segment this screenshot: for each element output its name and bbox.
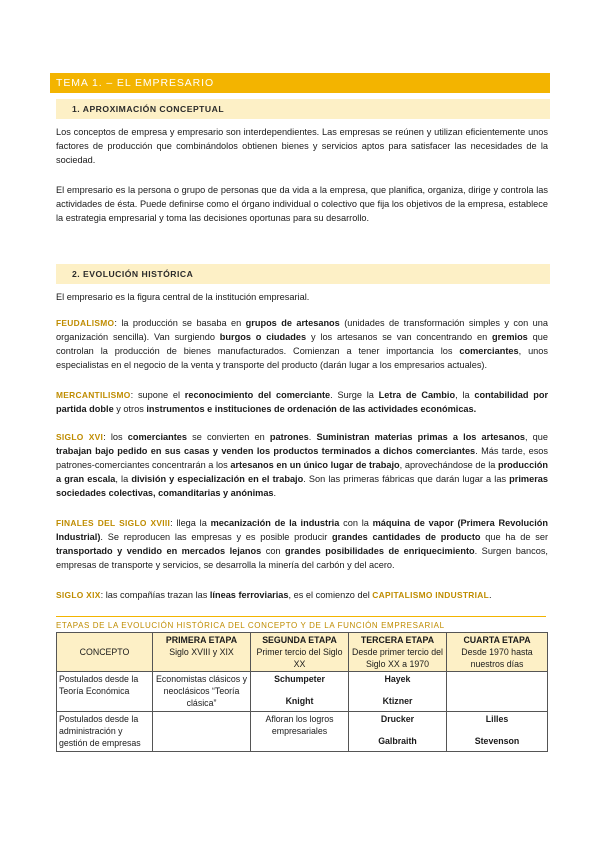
header-tercera-etapa: [349, 633, 447, 672]
bold-run: producción a gran escala: [56, 460, 548, 484]
cell-line: Ktizner: [382, 696, 413, 706]
bold-run: patrones: [269, 432, 309, 442]
paragraph-conceptos: Los conceptos de empresa y empresario son interdependientes. Las empresas se reúnen y utilizan eficientemente unos factores de producción que combinándolos obtienen bienes y servicios aptos para satisfacer las necesidades de la sociedad.: [56, 127, 548, 165]
bold-run: líneas ferroviarias: [209, 590, 289, 600]
bold-run: grandes posibilidades de enriquecimiento: [285, 546, 475, 556]
section-heading-aproximacion: 1. APROXIMACIÓN CONCEPTUAL: [56, 99, 550, 119]
header-sub: Desde 1970 hasta nuestros días: [461, 647, 533, 669]
era-label-mercantilismo: MERCANTILISMO: [56, 390, 131, 400]
header-label: CONCEPTO: [79, 647, 130, 657]
table-cell: [251, 712, 349, 752]
header-segunda-etapa: [251, 633, 349, 672]
paragraph-empresario: El empresario es la persona o grupo de personas que da vida a la empresa, que planifica, organiza, dirige y controla las actividades de ésta. Puede definirse como el órgano individual o colectivo que fija los objetivos de la empresa, establece la estrategia empresarial y toma las decisiones oportunas para su desarrollo.: [56, 185, 548, 223]
text-run: . Se reproducen las empresas y es posible producir: [100, 532, 333, 542]
bold-run: máquina de vapor (Primera Revolución Industrial): [56, 518, 549, 542]
table-header-row: [57, 633, 548, 672]
text-run: (unidades de transformación simples y con una organización sencilla). Van surgiendo: [56, 318, 548, 342]
evolution-table: [56, 632, 548, 752]
bold-run: primeras sociedades colectivas, comanditarias y anónimas: [56, 474, 548, 498]
section-heading-evolucion: 2. EVOLUCIÓN HISTÓRICA: [56, 264, 550, 284]
text-run: , que: [524, 432, 548, 442]
header-label: PRIMERA ETAPA: [165, 635, 238, 645]
page-title: TEMA 1. – EL EMPRESARIO: [50, 73, 550, 93]
text-run: : llega la: [170, 518, 211, 528]
text-run: con: [261, 546, 286, 556]
row-label: Postulados desde la Teoría Económica: [57, 672, 153, 712]
paragraph-siglo-xvi: [56, 430, 548, 500]
era-label-finales-xviii: FINALES DEL SIGLO XVIII: [56, 518, 171, 528]
bold-run: transportado y vendido en mercados lejanos: [56, 546, 262, 556]
header-sub: Desde primer tercio del Siglo XX a 1970: [352, 647, 443, 669]
label-capitalismo-industrial: CAPITALISMO INDUSTRIAL: [372, 590, 490, 600]
bold-run: grupos de artesanos: [245, 318, 340, 328]
text-run: .: [273, 488, 277, 498]
text-run: que ha de ser: [480, 532, 548, 542]
header-concepto: [57, 633, 153, 672]
cell-line: Lilles: [485, 714, 509, 724]
cell-line: Stevenson: [474, 736, 520, 746]
text-run: , aprovechándose de la: [399, 460, 498, 470]
text-run: : la producción se basaba en: [114, 318, 246, 328]
text-run: .: [489, 590, 492, 600]
table-cell: [349, 672, 447, 712]
cell-line: Schumpeter: [274, 674, 325, 684]
bold-run: burgos o ciudades: [219, 332, 307, 342]
header-sub: Siglo XVIII y XIX: [169, 647, 234, 657]
header-label: TERCERA ETAPA: [360, 635, 435, 645]
paragraph-siglo-xix: [56, 588, 548, 602]
cell-line: Drucker: [380, 714, 415, 724]
text-run: . Son las primeras fábricas que darán lugar a las: [303, 474, 510, 484]
bold-run: artesanos en un único lugar de trabajo: [230, 460, 400, 470]
text-run: , unos especialistas en el negocio de la venta y transporte del producto (darán lugar a los empresarios actuales).: [56, 346, 548, 370]
paragraph-finales-xviii: [56, 516, 548, 572]
era-label-siglo-xix: SIGLO XIX: [56, 590, 101, 600]
table-divider: [56, 616, 546, 617]
bold-run: gremios: [492, 332, 528, 342]
text-run: , la: [455, 390, 475, 400]
text-run: y otros: [113, 404, 147, 414]
bold-run: división y especialización en el trabajo: [131, 474, 304, 484]
text-run: , es el comienzo del: [288, 590, 373, 600]
cell-line: Afloran los logros empresariales: [265, 714, 334, 736]
header-sub: Primer tercio del Siglo XX: [256, 647, 343, 669]
header-primera-etapa: [153, 633, 251, 672]
header-label: SEGUNDA ETAPA: [262, 635, 337, 645]
bold-run: Suministran materias primas a los artesanos: [316, 432, 525, 442]
text-run: , la: [115, 474, 132, 484]
bold-run: trabajan bajo pedido en sus casas y venden los productos terminados a dichos comerciantes: [56, 446, 476, 456]
bold-run: mecanización de la industria: [210, 518, 340, 528]
bold-run: comerciantes: [459, 346, 519, 356]
paragraph-feudalismo: [56, 316, 548, 372]
text-run: y los artesanos se van concentrando en: [306, 332, 493, 342]
text-run: . Surgen bancos, empresas de transporte y servicios, se desarrolla la minería del carbón y del acero.: [56, 546, 548, 570]
table-cell: [251, 672, 349, 712]
bold-run: instrumentos e instituciones de ordenación de las actividades económicas.: [146, 404, 477, 414]
row-label: Postulados desde la administración y gestión de empresas: [57, 712, 153, 752]
bold-run: grandes cantidades de producto: [332, 532, 481, 542]
bold-run: Letra de Cambio: [378, 390, 456, 400]
table-row: [57, 672, 548, 712]
table-cell: [349, 712, 447, 752]
table-title: ETAPAS DE LA EVOLUCIÓN HISTÓRICA DEL CONCEPTO Y DE LA FUNCIÓN EMPRESARIAL: [56, 621, 445, 630]
text-run: : los: [103, 432, 128, 442]
header-label: CUARTA ETAPA: [463, 635, 531, 645]
bold-run: comerciantes: [127, 432, 188, 442]
text-run: : las compañías trazan las: [100, 590, 210, 600]
era-label-feudalismo: FEUDALISMO: [56, 318, 115, 328]
table-cell: Economistas clásicos y neoclásicos “Teoría clásica”: [153, 672, 251, 712]
cell-line: Galbraith: [378, 736, 417, 746]
table-cell: [447, 712, 548, 752]
header-cuarta-etapa: [447, 633, 548, 672]
table-cell: [447, 672, 548, 712]
bold-run: contabilidad por partida doble: [56, 390, 549, 414]
text-run: se convierten en: [187, 432, 270, 442]
cell-line: Hayek: [384, 674, 411, 684]
cell-line: Knight: [285, 696, 314, 706]
paragraph-mercantilismo: [56, 388, 548, 416]
text-run: . Más tarde, esos patrones-comerciantes concentrarán a los: [56, 446, 549, 470]
table-row: [57, 712, 548, 752]
text-run: : supone el: [130, 390, 185, 400]
text-run: . Surge la: [330, 390, 379, 400]
text-run: que controlan la producción de bienes manufacturados. Comienzan a tener importancia los: [56, 332, 548, 356]
era-label-siglo-xvi: SIGLO XVI: [56, 432, 104, 442]
text-run: .: [308, 432, 317, 442]
table-cell: [153, 712, 251, 752]
text-run: con la: [339, 518, 373, 528]
paragraph-intro: El empresario es la figura central de la institución empresarial.: [56, 292, 310, 302]
bold-run: reconocimiento del comerciante: [184, 390, 331, 400]
